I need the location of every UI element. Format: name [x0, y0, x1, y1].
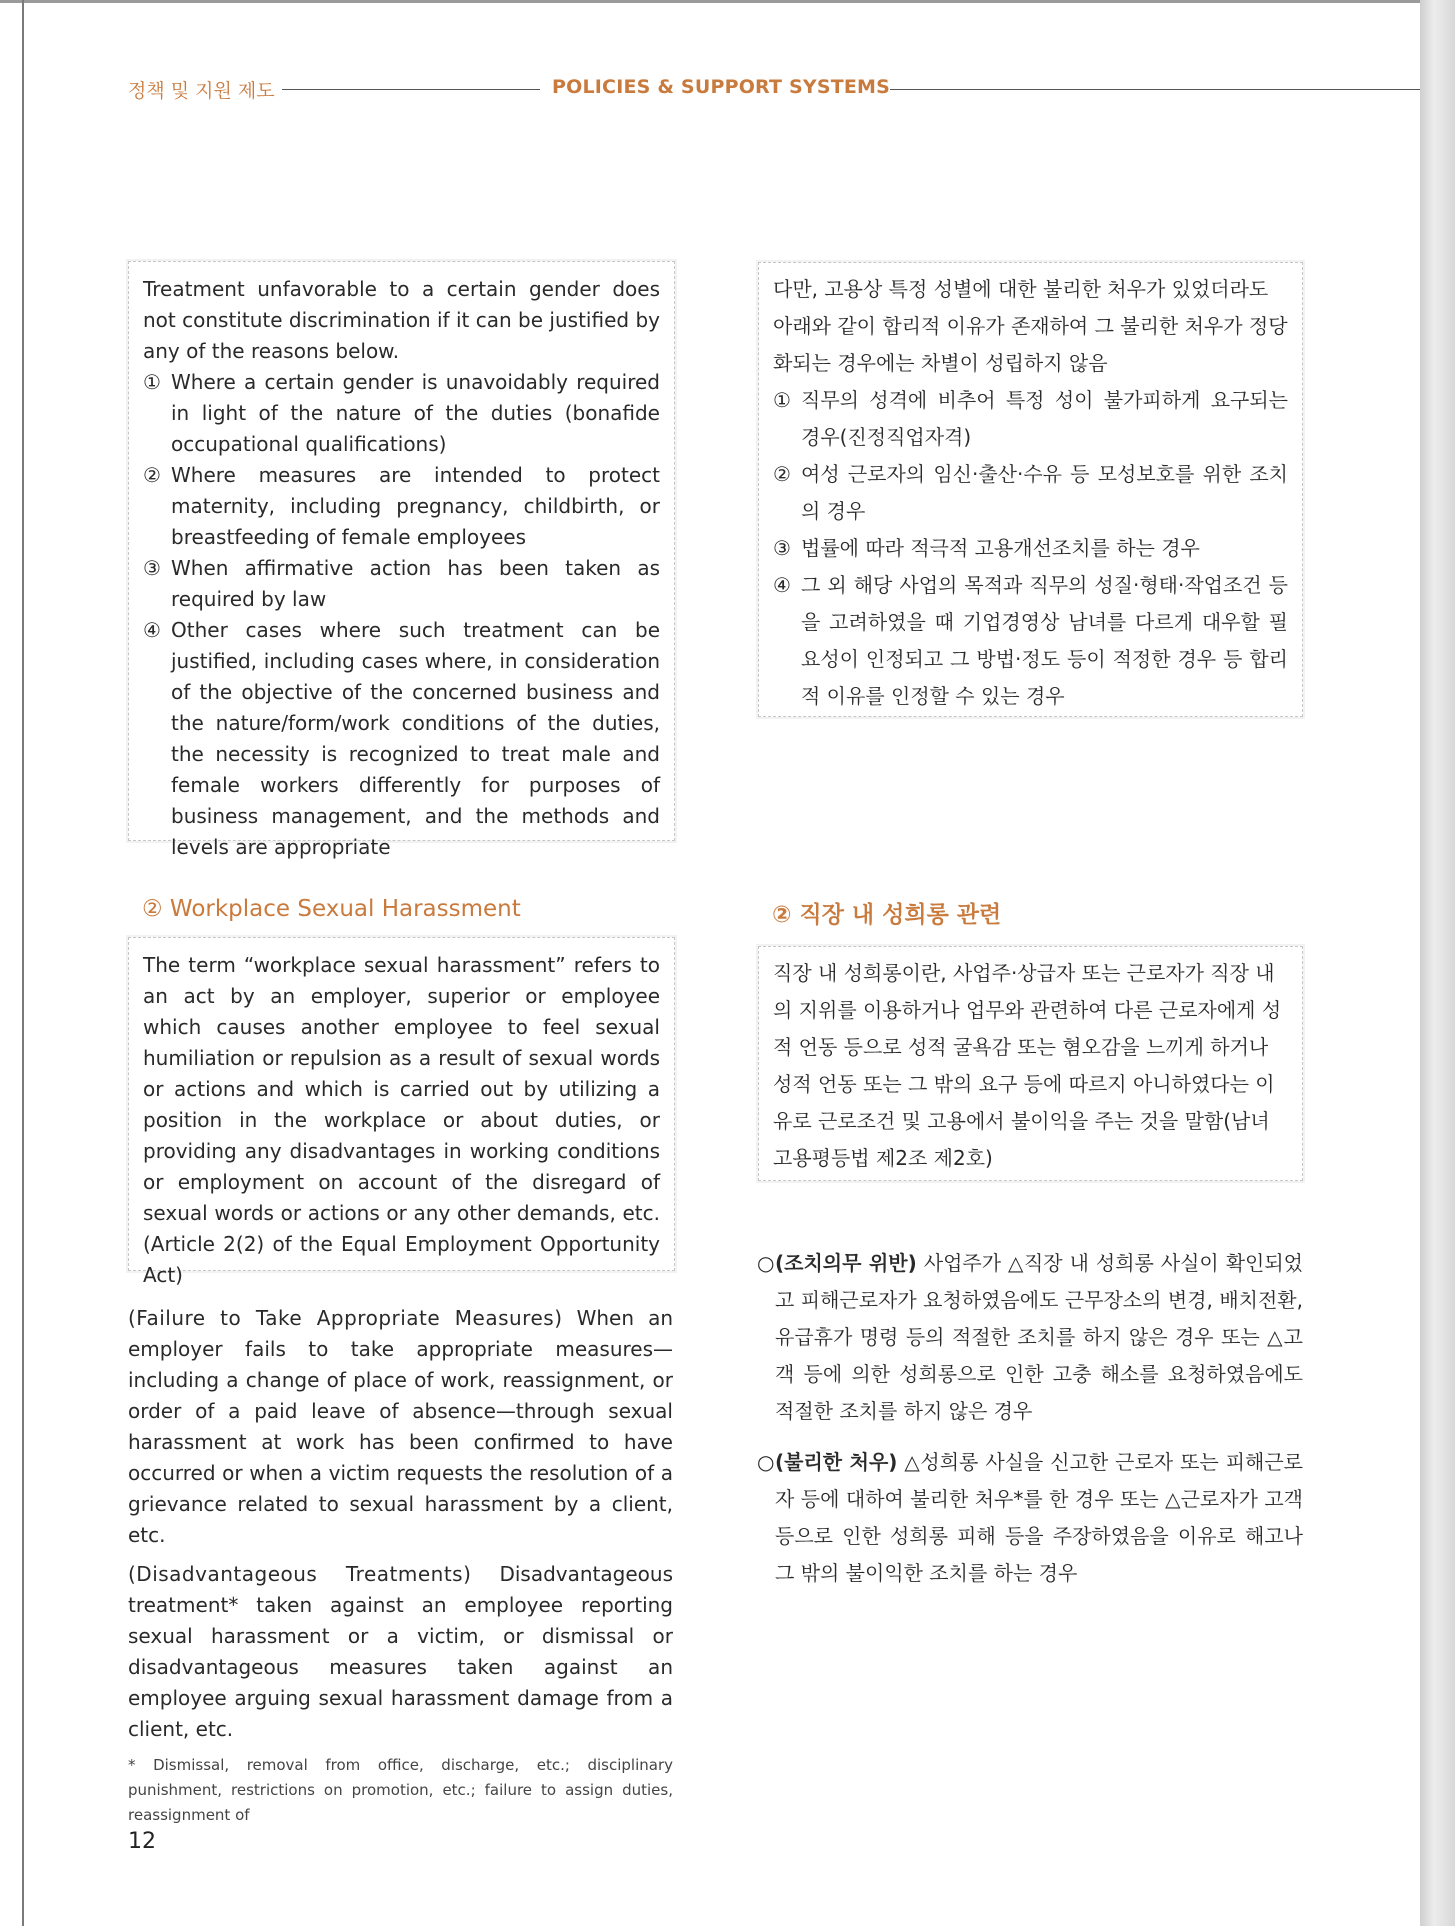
- disadvantage-term: (Disadvantageous Treatments): [128, 1562, 472, 1586]
- header-rule-left: [282, 89, 540, 90]
- item-text: Other cases where such treatment can be justified, including cases where, in consideration of the objective of the concerned business and the nature/form/work conditions of the duties, the necessity is recognized to treat male and female workers differently for purposes of business management, and the methods and levels are appropriate: [171, 618, 660, 859]
- item-text: 여성 근로자의 임신·출산·수유 등 모성보호를 위한 조치의 경우: [801, 462, 1288, 523]
- harassment-definition-ko: 직장 내 성희롱이란, 사업주·상급자 또는 근로자가 직장 내의 지위를 이용하거나 업무와 관련하여 다른 근로자에게 성적 언동 등으로 성적 굴욕감 또는 혐오감을 느끼게 하거나 성적 언동 또는 그 밖의 요구 등에 따르지 아니하였다는 이유로 근로조건 및 고용에서 불이익을 주는 것을 말함(남녀고용평등법 제2조 제2호): [773, 961, 1282, 1170]
- harassment-definition-ko-box: [758, 946, 1303, 1181]
- item-number: ③: [773, 536, 791, 560]
- item-number: ①: [143, 370, 161, 394]
- bullet-body: 사업주가 △직장 내 성희롱 사실이 확인되었고 피해근로자가 요청하였음에도 근무장소의 변경, 배치전환, 유급휴가 명령 등의 적절한 조치를 하지 않은 경우 또는 △고객 등에 의한 성희롱으로 인한 고충 해소를 요청하였음에도 적절한 조치를 하지 않은 경우: [775, 1251, 1303, 1423]
- item-number: ①: [773, 388, 791, 412]
- harassment-definition-en-box: [128, 937, 675, 1287]
- item-text: Where a certain gender is unavoidably required in light of the nature of the duties (bonafide occupational qualifications): [171, 370, 660, 456]
- list-item: [143, 460, 660, 553]
- item-number: ②: [143, 463, 161, 487]
- discrimination-intro-en: Treatment unfavorable to a certain gender does not constitute discrimination if it can be justified by any of the reasons below.: [143, 277, 660, 363]
- item-text: When affirmative action has been taken as required by law: [171, 556, 660, 611]
- section-heading-en: ② Workplace Sexual Harassment: [142, 896, 521, 922]
- bullet-term: (불리한 처우): [775, 1450, 898, 1474]
- item-number: ④: [143, 618, 161, 642]
- disadvantage-text: Disadvantageous treatment* taken against an employee reporting sexual harassment or a victim, or dismissal or disadvantageous measures taken against an employee arguing sexual harassment damage from a client, etc.: [128, 1562, 673, 1741]
- bullet-text: [775, 1245, 1303, 1430]
- disadvantage-paragraph: [128, 1559, 673, 1745]
- header-korean-title: 정책 및 지원 제도: [128, 80, 275, 102]
- bullet-term: (조치의무 위반): [775, 1251, 917, 1275]
- header-rule-right: [890, 89, 1420, 90]
- item-text: 그 외 해당 사업의 목적과 직무의 성질·형태·작업조건 등을 고려하였을 때 기업경영상 남녀를 다르게 대우할 필요성이 인정되고 그 방법·정도 등이 적정한 경우 등 합리적 이유를 인정할 수 있는 경우: [801, 573, 1288, 708]
- bullet-item: [757, 1444, 1303, 1592]
- bullet-item: [757, 1245, 1303, 1430]
- failure-term: (Failure to Take Appropriate Measures): [128, 1306, 563, 1330]
- discrimination-exceptions-ko-box: [758, 262, 1303, 717]
- list-item: [773, 382, 1288, 456]
- item-text: 법률에 따라 적극적 고용개선조치를 하는 경우: [801, 536, 1200, 560]
- top-border: [0, 0, 1420, 3]
- bullet-body: △성희롱 사실을 신고한 근로자 또는 피해근로자 등에 대하여 불리한 처우*를 한 경우 또는 △근로자가 고객 등으로 인한 성희롱 피해 등을 주장하였음을 이유로 해고나 그 밖의 불이익한 조치를 하는 경우: [775, 1450, 1303, 1585]
- list-item: [143, 367, 660, 460]
- list-item: [143, 553, 660, 615]
- discrimination-exceptions-en-box: [128, 261, 675, 859]
- harassment-details-en: [128, 1303, 673, 1828]
- discrimination-intro-ko: 다만, 고용상 특정 성별에 대한 불리한 처우가 있었더라도 아래와 같이 합리적 이유가 존재하여 그 불리한 처우가 정당화되는 경우에는 차별이 성립하지 않음: [773, 277, 1288, 375]
- item-number: ②: [773, 462, 791, 486]
- list-item: [773, 567, 1288, 715]
- header-english-title: POLICIES & SUPPORT SYSTEMS: [552, 76, 891, 98]
- list-item: [143, 615, 660, 863]
- page-number: 12: [128, 1829, 156, 1854]
- bullet-text: [775, 1444, 1303, 1592]
- bullet-circle-icon: ○: [757, 1251, 775, 1275]
- failure-paragraph: [128, 1303, 673, 1551]
- left-border: [22, 0, 24, 1926]
- item-number: ④: [773, 573, 791, 597]
- harassment-details-ko: [757, 1245, 1303, 1606]
- footnote: * Dismissal, removal from office, discharge, etc.; disciplinary punishment, restrictions on promotion, etc.; failure to assign duties, reassignment of: [128, 1756, 673, 1824]
- list-item: [773, 456, 1288, 530]
- section-heading-ko: ② 직장 내 성희롱 관련: [772, 902, 1002, 928]
- item-text: Where measures are intended to protect maternity, including pregnancy, childbirth, or breastfeeding of female employees: [171, 463, 660, 549]
- list-item: [773, 530, 1288, 567]
- failure-text: When an employer fails to take appropriate measures—including a change of place of work, reassignment, or order of a paid leave of absence—through sexual harassment at work has been confirmed to have occurred or when a victim requests the resolution of a grievance related to sexual harassment by a client, etc.: [128, 1306, 674, 1547]
- item-number: ③: [143, 556, 161, 580]
- bullet-circle-icon: ○: [757, 1450, 775, 1474]
- harassment-definition-en: The term “workplace sexual harassment” refers to an act by an employer, superior or employee which causes another employee to feel sexual humiliation or repulsion as a result of sexual words or actions and which is carried out by utilizing a position in the workplace or about duties, or providing any disadvantages in working conditions or employment on account of the disregard of sexual words or actions or any other demands, etc. (Article 2(2) of the Equal Employment Opportunity Act): [143, 953, 660, 1287]
- item-text: 직무의 성격에 비추어 특정 성이 불가피하게 요구되는 경우(진정직업자격): [801, 388, 1288, 449]
- page-edge-shadow: [1420, 0, 1455, 1926]
